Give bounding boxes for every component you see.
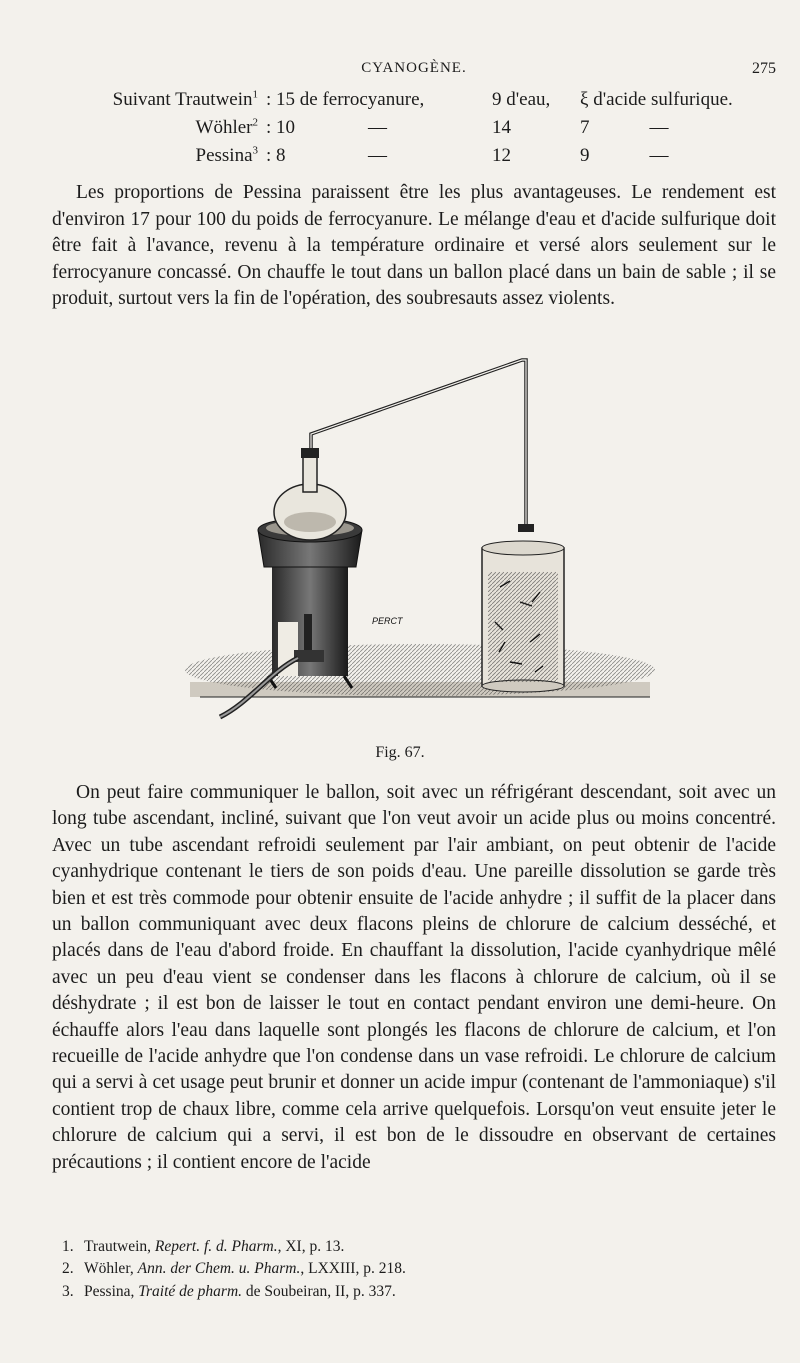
footnotes [62, 1236, 762, 1303]
paragraph-distillation: On peut faire communiquer le ballon, soit avec un réfrigérant descendant, soit avec un long tube ascendant, incliné, suivant que l'on veut avoir un acide plus ou moins concentré. Avec un tube ascendant refroidi seulement par l'air ambiant, on peut obtenir de l'acide cyanhydrique contenant le tiers de son poids d'eau. Une pareille dissolution se garde très bien et est très commode pour obtenir ensuite de l'acide anhydre ; il suffit de la placer dans un ballon communiquant avec deux flacons pleins de chlorure de calcium desséché, et placés dans de l'eau d'abord froide. En chauffant la dissolution, l'acide cyanhydrique mêlé avec un peu d'eau vient se condenser dans les flacons à chlorure de calcium, où il se déshydrate ; il est bon de laisser le tout en contact pendant environ une demi-heure. On échauffe alors l'eau dans laquelle sont plongés les flacons de chlorure de calcium, et l'on recueille de l'acide anhydre que l'on condense dans un vase refroidi. Le chlorure de calcium qui a servi à cet usage peut brunir et donner un acide impur (contenant de l'ammoniaque) s'il contient trop de chaux libre, comme cela arrive quelquefois. Lorsqu'on veut ensuite jeter le chlorure de calcium qui a servi, il est bon de le dissoudre en observant de certaines précautions ; il contient encore de l'acide [52, 782, 776, 1173]
footnote-reference: de Soubeiran, II, p. 337. [242, 1282, 396, 1300]
acide-value: 9 [580, 145, 590, 166]
footnote-number: 1. [62, 1238, 74, 1255]
sand-bath-furnace [258, 518, 362, 688]
running-head [52, 60, 776, 84]
receiving-beaker [482, 524, 564, 692]
ditto-dash: — [649, 145, 669, 166]
distillation-apparatus-illustration [180, 352, 660, 732]
footnote-journal: Ann. der Chem. u. Pharm. [137, 1260, 301, 1278]
ditto-dash: — [649, 117, 669, 138]
footnote-journal: Repert. f. d. Pharm. [154, 1238, 278, 1255]
ascending-tube [311, 360, 526, 524]
figure-caption: Fig. 67. [375, 744, 425, 761]
engraver-mark: PERCT [372, 616, 403, 626]
footnote-number: 2. [62, 1260, 74, 1278]
eau-value: 12 [492, 145, 511, 166]
paragraph-proportions: Les proportions de Pessina paraissent être les plus avantageuses. Le rendement est d'environ 17 pour 100 du poids de ferrocyanure. Le mélange d'eau et d'acide sulfurique doit être fait à l'avance, revenu à la température ordinaire et versé alors seulement sur le ferrocyanure concassé. On chauffe le tout dans un ballon placé dans un bain de sable ; il se produit, surtout vers la fin de l'opération, des soubresauts assez violents. [52, 182, 776, 310]
footnote-author: Trautwein, [84, 1238, 155, 1255]
eau-value: 14 [492, 117, 511, 138]
footnote-author: Pessina, [84, 1282, 139, 1300]
footnote [62, 1236, 762, 1258]
footnote-author: Wöhler, [84, 1260, 138, 1278]
page-number: 275 [752, 60, 776, 77]
table-row [72, 144, 733, 172]
ferrocyanure-value: : 10 [266, 117, 296, 138]
figure-apparatus [180, 352, 660, 732]
footnote-ref: 2 [252, 116, 258, 129]
footnote-ref: 3 [252, 144, 258, 157]
proportions-table [72, 88, 733, 172]
ferrocyanure-value: : 15 de ferrocyanure, [266, 89, 425, 110]
ferrocyanure-value: : 8 [266, 145, 286, 166]
acide-value: 7 [580, 117, 590, 138]
table-row [72, 116, 733, 144]
author-name: Wöhler [195, 117, 253, 138]
author-name: Pessina [195, 145, 253, 166]
ditto-dash: — [368, 145, 387, 166]
acide-value: ξ d'acide sulfurique. [580, 89, 733, 110]
footnote-ref: 1 [252, 88, 258, 101]
footnote-journal: Traité de pharm. [138, 1282, 243, 1300]
ditto-dash: — [368, 117, 387, 138]
chapter-title: CYANOGÈNE. [361, 60, 467, 76]
footnote [62, 1258, 762, 1280]
author-name: Suivant Trautwein [112, 89, 253, 110]
eau-value: 9 d'eau, [492, 89, 551, 110]
table-row [72, 88, 733, 116]
footnote-number: 3. [62, 1282, 74, 1300]
footnote-reference: , XI, p. 13. [277, 1238, 345, 1255]
footnote [62, 1281, 762, 1303]
footnote-reference: , LXXIII, p. 218. [300, 1260, 406, 1278]
glass-flask [274, 448, 346, 540]
